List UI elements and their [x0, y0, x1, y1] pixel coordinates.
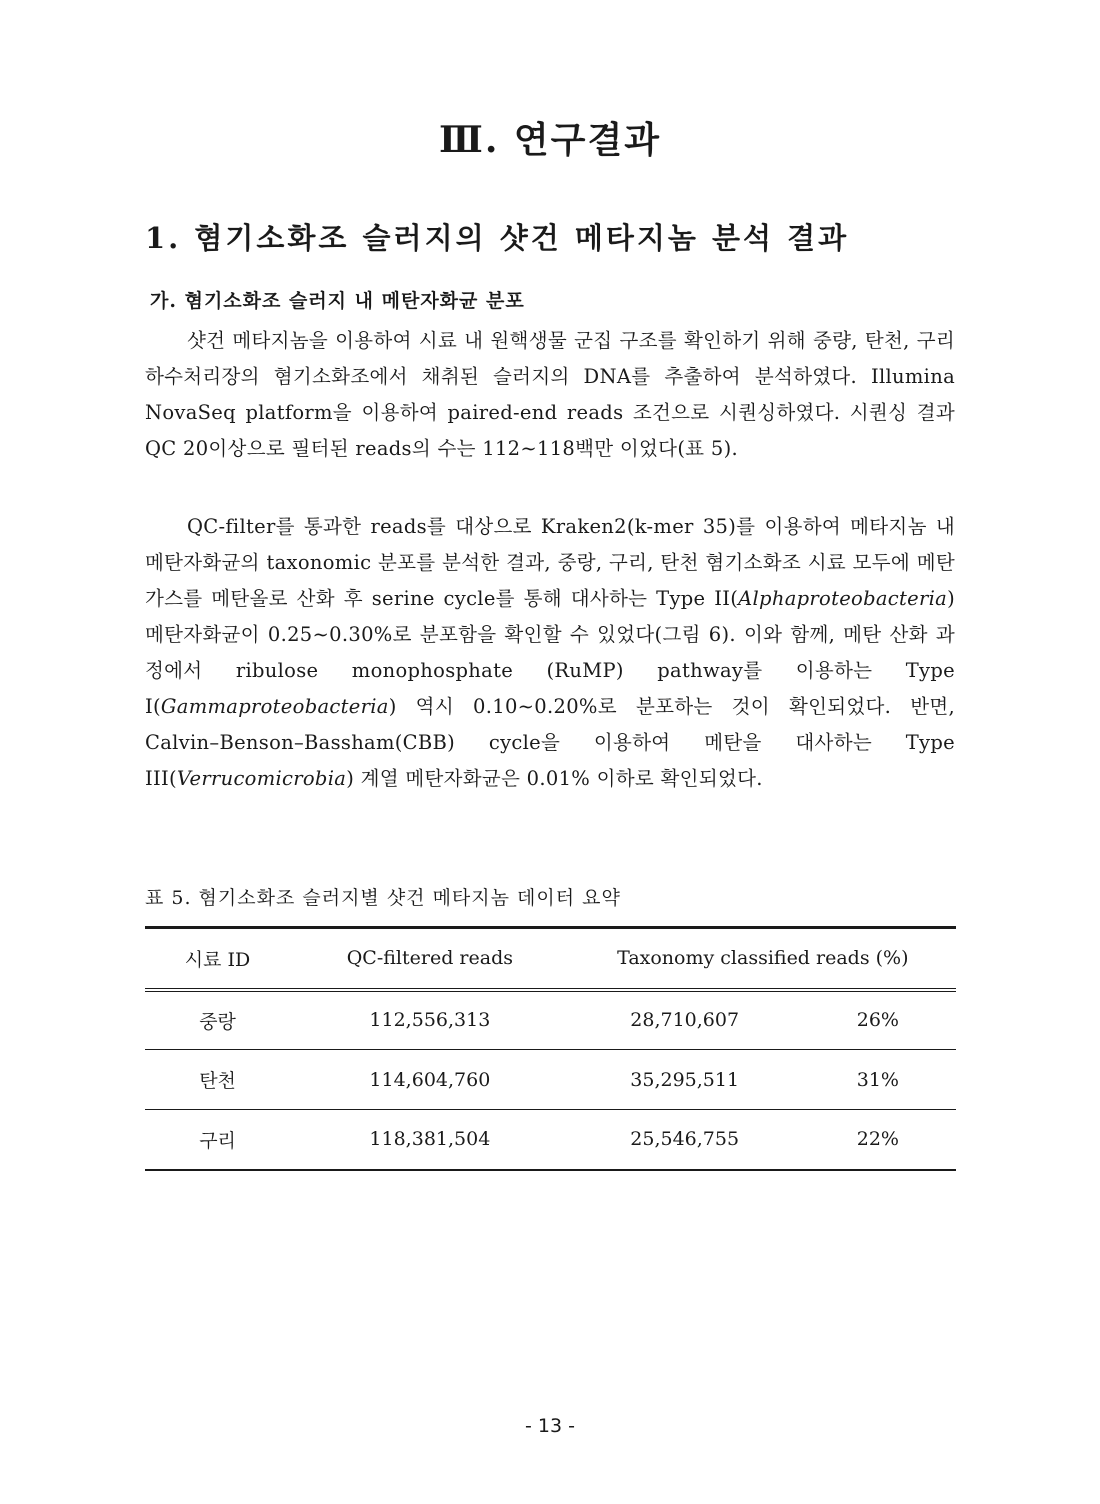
- cell-sample: 구리: [145, 1110, 290, 1170]
- cell-classified-reads: 25,546,755: [570, 1110, 800, 1170]
- header-qc-filtered-reads: QC-filtered reads: [290, 928, 570, 990]
- cell-qc-reads: 118,381,504: [290, 1110, 570, 1170]
- taxon-gammaproteobacteria: Gammaproteobacteria: [160, 695, 389, 718]
- taxon-verrucomicrobia: Verrucomicrobia: [176, 767, 347, 790]
- chapter-title: Ⅲ. 연구결과: [438, 119, 661, 161]
- table-row: [145, 1110, 956, 1170]
- subsection-title: 가. 혐기소화조 슬러지 내 메탄자화균 분포: [150, 290, 525, 312]
- cell-percent: 22%: [800, 1110, 956, 1170]
- header-taxonomy-classified-reads: Taxonomy classified reads (%): [570, 928, 956, 990]
- cell-qc-reads: 114,604,760: [290, 1050, 570, 1110]
- cell-percent: 26%: [800, 990, 956, 1050]
- paragraph-2-text-b: ) 메탄자화균이 0.25∼0.30%로 분포함을 확인할 수 있었다(그림 6). 이와 함께, 메탄 산화 과정에서 ribulose monophosphate (RuMP) pathway를 이용하는 Type I(: [145, 587, 955, 718]
- cell-qc-reads: 112,556,313: [290, 990, 570, 1050]
- paragraph-2-text-c: ) 역시 0.10∼0.20%로 분포하는 것이 확인되었다. 반면, Calvin–Benson–Bassham(CBB) cycle을 이용하여 메탄을 대사하는 Type III(: [145, 695, 955, 790]
- cell-percent: 31%: [800, 1050, 956, 1110]
- body-paragraph-1: 샷건 메타지놈을 이용하여 시료 내 원핵생물 군집 구조를 확인하기 위해 중량, 탄천, 구리 하수처리장의 혐기소화조에서 채취된 슬러지의 DNA를 추출하여 분석하였다. Illumina NovaSeq platform을 이용하여 paired-end reads 조건으로 시퀀싱하였다. 시퀀싱 결과 QC 20이상으로 필터된 reads의 수는 112∼118백만 이었다(표 5).: [145, 329, 955, 460]
- taxon-alphaproteobacteria: Alphaproteobacteria: [738, 587, 948, 610]
- section-title: 1. 혐기소화조 슬러지의 샷건 메타지놈 분석 결과: [145, 221, 850, 255]
- paragraph-2-text-a: QC-filter를 통과한 reads를 대상으로 Kraken2(k-mer 35)를 이용하여 메타지놈 내 메탄자화균의 taxonomic 분포를 분석한 결과, 중랑, 구리, 탄천 혐기소화조 시료 모두에 메탄가스를 메탄올로 산화 후 serine cycle를 통해 대사하는 Type II(: [145, 515, 955, 610]
- table-row: [145, 990, 956, 1050]
- header-sample-id: 시료 ID: [145, 928, 290, 990]
- table-caption: 표 5. 혐기소화조 슬러지별 샷건 메타지놈 데이터 요약: [145, 887, 621, 909]
- metagenome-summary-table: [145, 926, 956, 1171]
- cell-classified-reads: 35,295,511: [570, 1050, 800, 1110]
- cell-classified-reads: 28,710,607: [570, 990, 800, 1050]
- body-paragraph-2: [145, 509, 955, 797]
- page-number: - 13 -: [525, 1415, 575, 1437]
- paragraph-2-text-d: ) 계열 메탄자화균은 0.01% 이하로 확인되었다.: [346, 767, 763, 790]
- table-row: [145, 1050, 956, 1110]
- cell-sample: 중랑: [145, 990, 290, 1050]
- table-header-row: [145, 928, 956, 990]
- cell-sample: 탄천: [145, 1050, 290, 1110]
